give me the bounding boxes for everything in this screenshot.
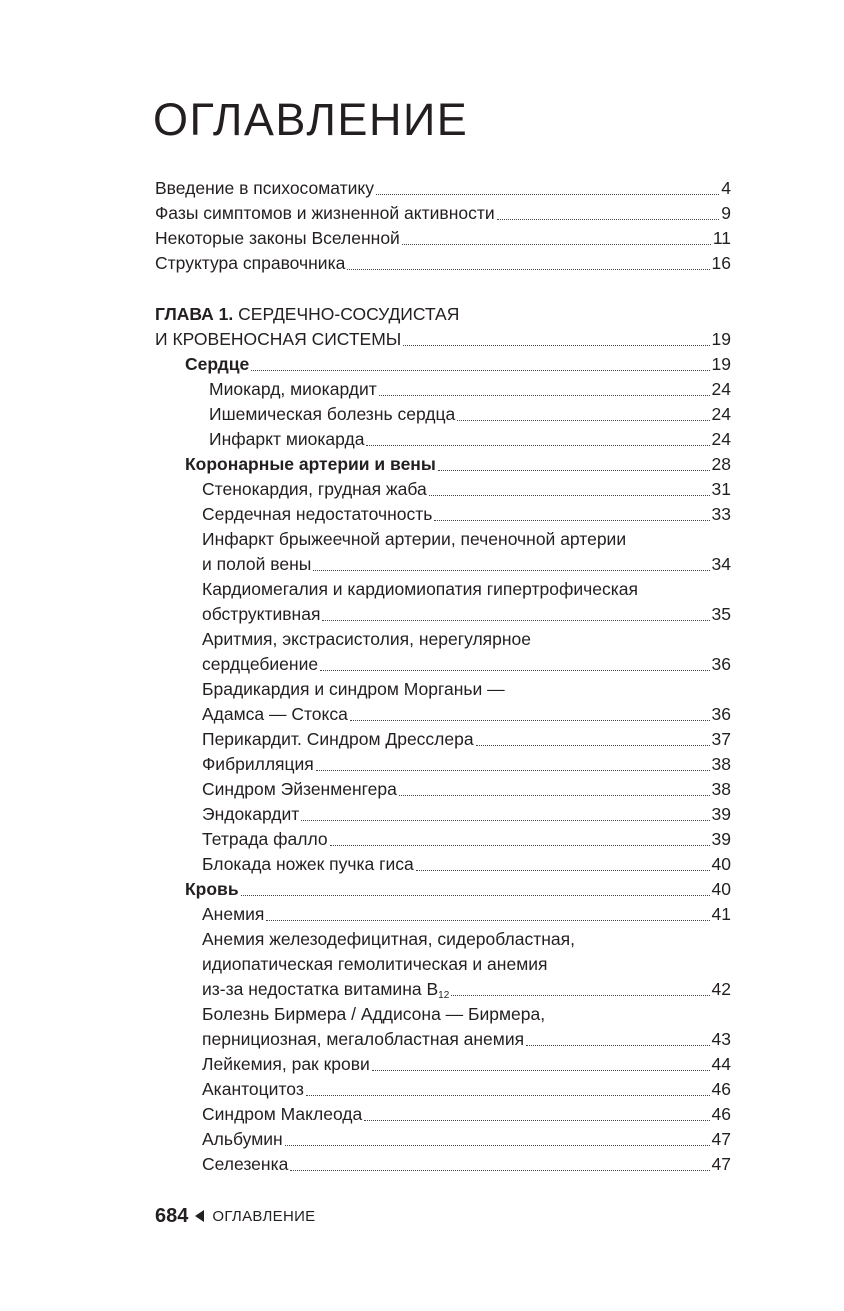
page-number: 684 [155, 1204, 189, 1227]
toc-entry-text: Синдром Эйзенменгера [202, 779, 397, 799]
dot-leader [301, 820, 709, 821]
toc-entry[interactable] [155, 402, 731, 427]
toc-entry-page: 11 [712, 228, 731, 248]
toc-entry-text: Миокард, миокардит [209, 379, 377, 399]
toc-entry-text: Блокада ножек пучка гиса [202, 854, 414, 874]
toc-entry-text: Фибрилляция [202, 754, 314, 774]
toc-entry-page: 39 [711, 829, 731, 849]
toc-entry-text: Селезенка [202, 1154, 289, 1174]
dot-leader [241, 895, 710, 896]
toc-entry[interactable] [155, 752, 731, 777]
toc-entry-intro[interactable] [155, 176, 731, 201]
toc-entry[interactable] [155, 827, 731, 852]
toc-section-coronary[interactable] [155, 452, 731, 477]
toc-entry-text: идиопатическая гемолитическая и анемия [202, 954, 548, 974]
dot-leader [451, 995, 709, 996]
toc-entry[interactable] [155, 602, 731, 627]
toc-entry-text: Инфаркт миокарда [209, 429, 365, 449]
toc-entry[interactable] [155, 1052, 731, 1077]
dot-leader [347, 269, 709, 270]
dot-leader [285, 1145, 710, 1146]
toc-entry-text: Кардиомегалия и кардиомиопатия гипертрофическая [202, 579, 638, 599]
toc-entry-page: 16 [711, 253, 731, 273]
toc-entry-page: 46 [711, 1104, 731, 1124]
toc-entry-page: 31 [711, 479, 731, 499]
chapter-title-line1: СЕРДЕЧНО-СОСУДИСТАЯ [233, 304, 460, 324]
toc-entry-text: сердцебиение [202, 654, 319, 674]
dot-leader [376, 194, 719, 195]
dot-leader [290, 1170, 709, 1171]
triangle-left-icon [195, 1210, 204, 1222]
table-of-contents [155, 176, 731, 1177]
toc-entry-text: Синдром Маклеода [202, 1104, 363, 1124]
dot-leader [416, 870, 710, 871]
dot-leader [364, 1120, 709, 1121]
toc-entry-line1[interactable] [155, 527, 731, 552]
dot-leader [403, 345, 709, 346]
chapter-label: ГЛАВА 1. [155, 304, 234, 324]
dot-leader [306, 1095, 710, 1096]
toc-entry[interactable] [155, 1152, 731, 1177]
toc-entry-text: Эндокардит [202, 804, 300, 824]
toc-entry-page: 19 [711, 329, 731, 349]
toc-entry-page: 41 [711, 904, 731, 924]
toc-entry-page: 33 [711, 504, 731, 524]
toc-entry-page: 40 [711, 879, 731, 899]
subscript: 12 [438, 990, 450, 1001]
dot-leader [330, 845, 710, 846]
toc-entry-text: Стенокардия, грудная жаба [202, 479, 427, 499]
toc-entry-text: Лейкемия, рак крови [202, 1054, 370, 1074]
dot-leader [402, 244, 711, 245]
toc-entry[interactable] [155, 802, 731, 827]
toc-entry[interactable] [155, 1027, 731, 1052]
chapter-heading-line2[interactable] [155, 327, 731, 352]
toc-entry-text: и полой вены [202, 554, 312, 574]
dot-leader [399, 795, 710, 796]
dot-leader [251, 370, 709, 371]
toc-entry-text: Сердечная недостаточность [202, 504, 433, 524]
toc-entry-page: 24 [711, 429, 731, 449]
toc-entry-line1[interactable] [155, 1002, 731, 1027]
toc-entry-phases[interactable] [155, 201, 731, 226]
toc-entry[interactable] [155, 377, 731, 402]
dot-leader [320, 670, 709, 671]
toc-entry[interactable] [155, 727, 731, 752]
dot-leader [438, 470, 710, 471]
toc-entry[interactable] [155, 1127, 731, 1152]
page-title: ОГЛАВЛЕНИЕ [153, 94, 469, 145]
toc-entry-page: 4 [721, 178, 731, 198]
toc-entry-page: 34 [711, 554, 731, 574]
dot-leader [322, 620, 709, 621]
dot-leader [366, 445, 709, 446]
toc-entry-page: 9 [721, 203, 731, 223]
dot-leader [476, 745, 710, 746]
dot-leader [429, 495, 710, 496]
toc-entry[interactable] [155, 1077, 731, 1102]
dot-leader [526, 1045, 709, 1046]
dot-leader [266, 920, 709, 921]
toc-section-text: Кровь [185, 879, 239, 899]
toc-entry-text: Тетрада фалло [202, 829, 328, 849]
toc-entry[interactable] [155, 652, 731, 677]
toc-entry-text: Перикардит. Синдром Дресслера [202, 729, 474, 749]
toc-entry-text: Акантоцитоз [202, 1079, 304, 1099]
toc-entry-page: 42 [711, 979, 731, 999]
toc-entry-laws[interactable] [155, 226, 731, 251]
toc-entry[interactable] [155, 852, 731, 877]
toc-section-text: Сердце [185, 354, 250, 374]
toc-entry-line1[interactable] [155, 627, 731, 652]
toc-entry-page: 28 [711, 454, 731, 474]
toc-entry-text: Адамса — Стокса [202, 704, 348, 724]
dot-leader [372, 1070, 710, 1071]
toc-entry[interactable] [155, 777, 731, 802]
toc-entry-text: Анемия [202, 904, 265, 924]
toc-entry[interactable] [155, 502, 731, 527]
chapter-heading[interactable] [155, 302, 731, 327]
toc-entry-page: 38 [711, 779, 731, 799]
dot-leader [316, 770, 710, 771]
toc-entry-page: 47 [711, 1129, 731, 1149]
toc-entry-text: Болезнь Бирмера / Аддисона — Бирмера, [202, 1004, 546, 1024]
toc-entry[interactable] [155, 702, 731, 727]
toc-entry-structure[interactable] [155, 251, 731, 276]
toc-entry-page: 24 [711, 404, 731, 424]
dot-leader [434, 520, 709, 521]
toc-entry-page: 47 [711, 1154, 731, 1174]
toc-section-text: Коронарные артерии и вены [185, 454, 436, 474]
dot-leader [457, 420, 709, 421]
toc-entry-page: 35 [711, 604, 731, 624]
toc-entry-page: 39 [711, 804, 731, 824]
toc-entry-text: Фазы симптомов и жизненной активности [155, 203, 495, 223]
toc-entry[interactable] [155, 977, 731, 1002]
toc-entry-text: пернициозная, мегалобластная анемия [202, 1029, 525, 1049]
toc-entry-text: Аритмия, экстрасистолия, нерегулярное [202, 629, 532, 649]
dot-leader [379, 395, 710, 396]
toc-entry-page: 43 [711, 1029, 731, 1049]
dot-leader [313, 570, 709, 571]
toc-entry-page: 36 [711, 654, 731, 674]
toc-entry-text: обструктивная [202, 604, 321, 624]
toc-entry-text: Введение в психосоматику [155, 178, 374, 198]
toc-entry[interactable] [155, 1102, 731, 1127]
toc-entry-page: 46 [711, 1079, 731, 1099]
toc-entry[interactable] [155, 552, 731, 577]
toc-entry-line1[interactable] [155, 927, 731, 952]
toc-entry-page: 36 [711, 704, 731, 724]
toc-entry-text: Ишемическая болезнь сердца [209, 404, 456, 424]
page-footer [155, 1202, 315, 1230]
toc-entry-line1[interactable] [155, 677, 731, 702]
toc-entry-text: Структура справочника [155, 253, 346, 273]
toc-entry[interactable] [155, 902, 731, 927]
toc-entry-page: 19 [711, 354, 731, 374]
toc-entry-text: Брадикардия и синдром Морганьи — [202, 679, 505, 699]
toc-entry-text: Инфаркт брыжеечной артерии, печеночной артерии [202, 529, 627, 549]
toc-entry-line1[interactable] [155, 577, 731, 602]
toc-section-blood[interactable] [155, 877, 731, 902]
toc-section-heart[interactable] [155, 352, 731, 377]
toc-entry-text: Анемия железодефицитная, сидеробластная, [202, 929, 575, 949]
dot-leader [497, 219, 720, 220]
toc-entry-page: 38 [711, 754, 731, 774]
toc-entry-page: 44 [711, 1054, 731, 1074]
toc-entry-text: Альбумин [202, 1129, 283, 1149]
toc-entry-line2[interactable] [155, 952, 731, 977]
toc-entry-text: Некоторые законы Вселенной [155, 228, 400, 248]
toc-entry-text: из-за недостатка витамина B [202, 979, 439, 999]
toc-entry[interactable] [155, 477, 731, 502]
toc-entry-page: 37 [711, 729, 731, 749]
running-header: ОГЛАВЛЕНИЕ [212, 1207, 316, 1225]
toc-entry[interactable] [155, 427, 731, 452]
dot-leader [350, 720, 710, 721]
chapter-title-line2: И КРОВЕНОСНАЯ СИСТЕМЫ [155, 329, 402, 349]
toc-entry-page: 24 [711, 379, 731, 399]
toc-entry-page: 40 [711, 854, 731, 874]
